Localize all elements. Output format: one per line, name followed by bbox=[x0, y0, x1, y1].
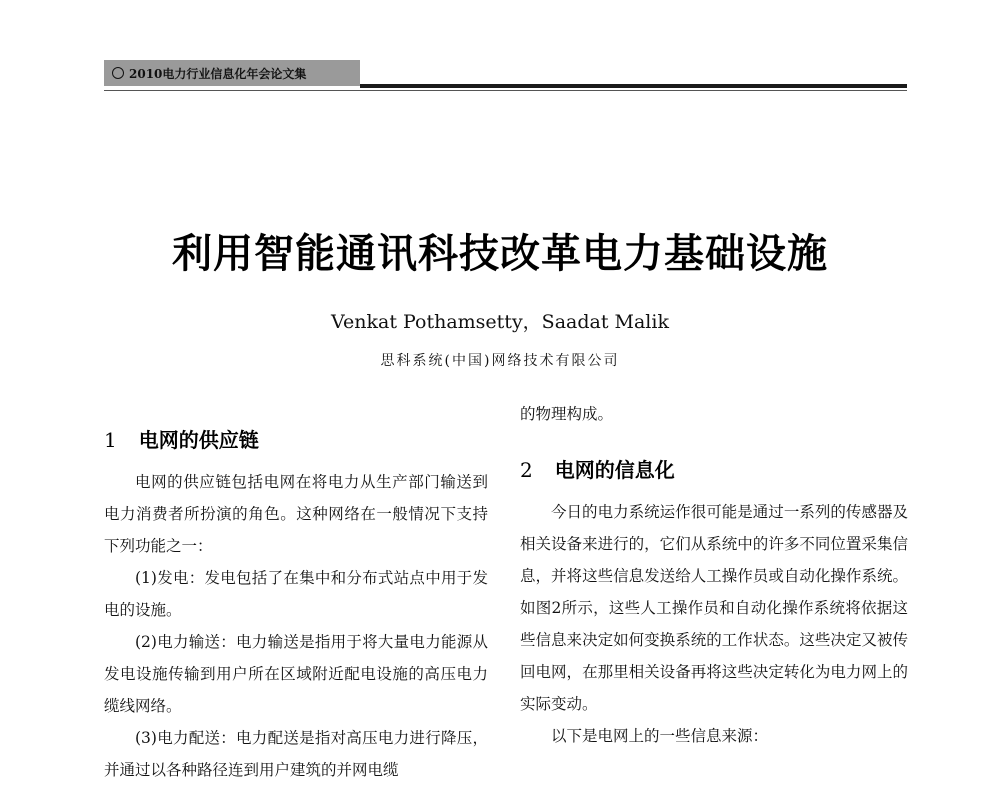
running-title: 2010电力行业信息化年会论文集 bbox=[129, 66, 307, 81]
section-2-number: 2 bbox=[520, 458, 533, 482]
proceedings-logo-icon bbox=[112, 67, 124, 79]
right-paragraph-1: 今日的电力系统运作很可能是通过一系列的传感器及相关设备来进行的，它们从系统中的许多不同位置采集信息，并将这些信息发送给人工操作员或自动化操作系统。如图2所示，这些人工操作员和自动化操作系统将依据这些信息来决定如何变换系统的工作状态。这些决定又被传回电网，在那里相关设备再将这些决定转化为电力网上的实际变动。 bbox=[520, 503, 908, 713]
section-1-number: 1 bbox=[104, 428, 117, 452]
left-paragraph-3: (2)电力输送：电力输送是指用于将大量电力能源从发电设施传输到用户所在区域附近配电设施的高压电力缆线网络。 bbox=[104, 633, 488, 715]
running-header bbox=[104, 60, 360, 86]
paper-affiliation: 思科系统(中国)网络技术有限公司 bbox=[380, 353, 620, 369]
header-rule-thick bbox=[360, 84, 907, 88]
section-2-title: 电网的信息化 bbox=[554, 458, 675, 482]
header-rule-thin bbox=[104, 90, 907, 91]
section-2-heading bbox=[520, 454, 675, 483]
paper-title: 利用智能通讯科技改革电力基础设施 bbox=[172, 231, 828, 277]
left-paragraph-2: (1)发电：发电包括了在集中和分布式站点中用于发电的设施。 bbox=[104, 569, 488, 619]
section-1-title: 电网的供应链 bbox=[138, 428, 259, 452]
section-1-heading bbox=[104, 424, 259, 453]
right-paragraph-2: 以下是电网上的一些信息来源： bbox=[551, 727, 769, 745]
right-paragraph-continuation: 的物理构成。 bbox=[520, 405, 614, 423]
left-paragraph-1: 电网的供应链包括电网在将电力从生产部门输送到电力消费者所扮演的角色。这种网络在一般情况下支持下列功能之一： bbox=[104, 473, 488, 555]
paper-authors: Venkat Pothamsetty，Saadat Malik bbox=[331, 311, 669, 333]
left-paragraph-4: (3)电力配送：电力配送是指对高压电力进行降压，并通过以各种路径连到用户建筑的并网电缆 bbox=[104, 729, 488, 779]
